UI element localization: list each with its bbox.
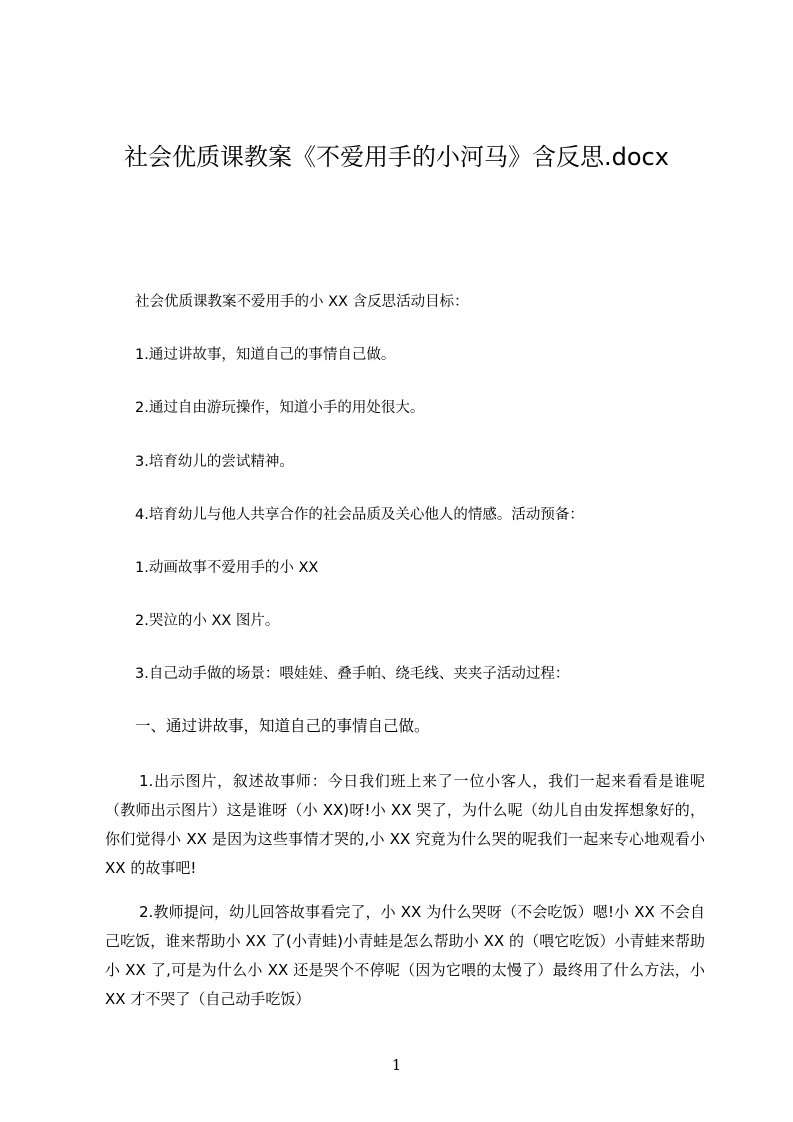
paragraph-goal-2: 2.通过自由游玩操作，知道小手的用处很大。 bbox=[135, 400, 425, 416]
paragraph-step-2: 2.教师提问，幼儿回答故事看完了，小 XX 为什么哭呀（不会吃饭）嗯!小 XX 不会自己吃饭，谁来帮助小 XX 了(小青蛙)小青蛙是怎么帮助小 XX 的（喂它吃饭）小青蛙来帮助小 XX 了,可是为什么小 XX 还是哭个不停呢（因为它喂的太慢了）最终用了什么方法，小 XX 才不哭了（自己动手吃饭） bbox=[105, 903, 705, 1008]
paragraph-goal-1: 1.通过讲故事，知道自己的事情自己做。 bbox=[135, 347, 396, 363]
paragraph-goal-4: 4.培育幼儿与他人共享合作的社会品质及关心他人的情感。活动预备： bbox=[135, 507, 584, 523]
document-title: 社会优质课教案《不爱用手的小河马》含反思.docx bbox=[124, 143, 669, 171]
paragraph-prep-1: 1.动画故事不爱用手的小 XX bbox=[135, 560, 319, 576]
paragraph-objectives: 社会优质课教案不爱用手的小 XX 含反思活动目标： bbox=[135, 294, 469, 310]
paragraph-goal-3: 3.培育幼儿的尝试精神。 bbox=[135, 454, 294, 470]
section-heading: 一、通过讲故事，知道自己的事情自己做。 bbox=[135, 717, 430, 735]
page-number: 1 bbox=[391, 1056, 402, 1074]
paragraph-prep-3: 3.自己动手做的场景：喂娃娃、叠手帕、绕毛线、夹夹子活动过程： bbox=[135, 666, 570, 682]
paragraph-prep-2: 2.哭泣的小 XX 图片。 bbox=[135, 613, 280, 629]
paragraph-step-1: 1.出示图片，叙述故事师：今日我们班上来了一位小客人，我们一起来看看是谁呢（教师出示图片）这是谁呀（小 XX)呀!小 XX 哭了，为什么呢（幼儿自由发挥想象好的，你们觉得小 XX 是因为这些事情才哭的,小 XX 究竟为什么哭的呢我们一起来专心地观看小 XX 的故事吧! bbox=[105, 772, 705, 877]
